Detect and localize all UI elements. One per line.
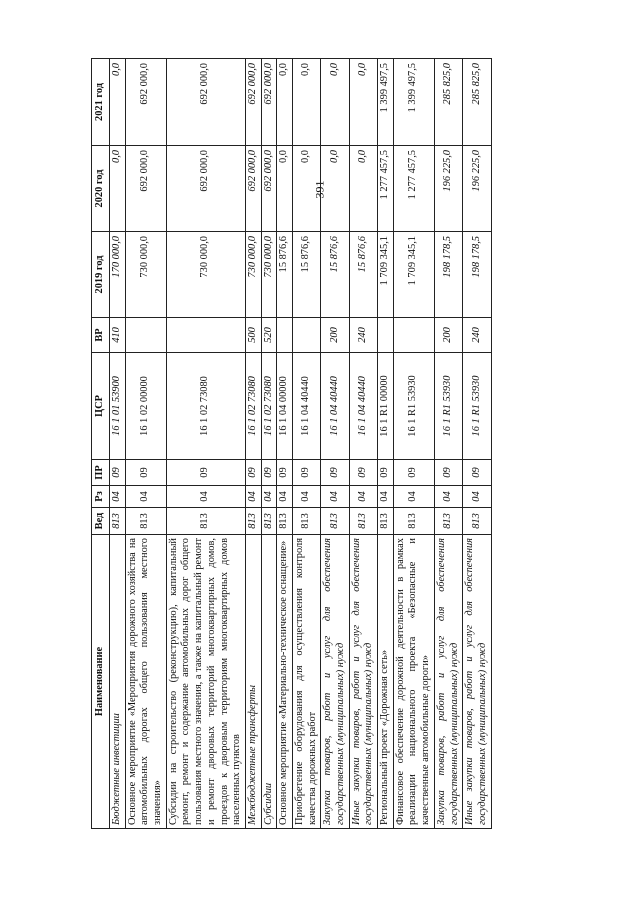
cell-pr: 09 xyxy=(245,460,261,486)
table-row xyxy=(245,59,261,829)
cell-2019: 730 000,0 xyxy=(245,232,261,318)
cell-name: Финансовое обеспечение дорожной деятельности в рамках реализации национального проекта «Безопасные и качественные автомобильные дороги» xyxy=(393,535,434,829)
cell-csr: 16 1 02 00000 xyxy=(125,353,166,460)
cell-ved: 813 xyxy=(277,508,293,535)
cell-2020: 692 000,0 xyxy=(261,146,277,232)
cell-pr: 09 xyxy=(125,460,166,486)
table-row xyxy=(349,59,377,829)
cell-pr: 09 xyxy=(166,460,245,486)
table-row xyxy=(261,59,277,829)
cell-vr: 240 xyxy=(349,318,377,353)
cell-csr: 16 1 R1 00000 xyxy=(378,353,394,460)
cell-rz: 04 xyxy=(292,486,320,508)
cell-2021: 692 000,0 xyxy=(245,59,261,146)
cell-pr: 09 xyxy=(110,460,126,486)
cell-vr xyxy=(393,318,434,353)
cell-rz: 04 xyxy=(349,486,377,508)
cell-2021: 0,0 xyxy=(321,59,349,146)
cell-2021: 0,0 xyxy=(292,59,320,146)
cell-ved: 813 xyxy=(110,508,126,535)
cell-csr: 16 1 01 53900 xyxy=(110,353,126,460)
cell-csr: 16 1 R1 53930 xyxy=(393,353,434,460)
cell-csr: 16 1 R1 53930 xyxy=(463,353,491,460)
cell-2020: 0,0 xyxy=(292,146,320,232)
cell-pr: 09 xyxy=(292,460,320,486)
cell-pr: 09 xyxy=(321,460,349,486)
cell-vr: 240 xyxy=(463,318,491,353)
cell-2019: 15 876,6 xyxy=(321,232,349,318)
cell-rz: 04 xyxy=(434,486,462,508)
cell-2019: 170 000,0 xyxy=(110,232,126,318)
cell-2019: 730 000,0 xyxy=(125,232,166,318)
cell-pr: 09 xyxy=(277,460,293,486)
cell-pr: 09 xyxy=(349,460,377,486)
table-row xyxy=(378,59,394,829)
cell-ved: 813 xyxy=(321,508,349,535)
cell-vr: 200 xyxy=(321,318,349,353)
cell-2019: 1 709 345,1 xyxy=(393,232,434,318)
cell-rz: 04 xyxy=(393,486,434,508)
cell-rz: 04 xyxy=(378,486,394,508)
cell-name: Закупка товаров, работ и услуг для обеспечения государственных (муниципальных) нужд xyxy=(321,535,349,829)
cell-2020: 1 277 457,5 xyxy=(378,146,394,232)
cell-name: Субсидии xyxy=(261,535,277,829)
cell-2020: 692 000,0 xyxy=(125,146,166,232)
rotated-table-wrapper xyxy=(91,59,531,829)
budget-table xyxy=(91,58,492,829)
cell-name: Закупка товаров, работ и услуг для обеспечения государственных (муниципальных) нужд xyxy=(434,535,462,829)
cell-vr xyxy=(277,318,293,353)
cell-name: Субсидии на строительство (реконструкцию), капитальный ремонт, ремонт и содержание автомобильных дорог общего пользования местного значения, а также на капитальный ремонт и ремонт дворовых территорий многоквартирных домов, проездов к дворовым территориям многоквартирных домов населенных пунктов xyxy=(166,535,245,829)
cell-2020: 692 000,0 xyxy=(245,146,261,232)
cell-vr: 200 xyxy=(434,318,462,353)
header-vr: ВР xyxy=(92,318,110,353)
cell-csr: 16 1 04 40440 xyxy=(292,353,320,460)
cell-name: Иные закупки товаров, работ и услуг для обеспечения государственных (муниципальных) нужд xyxy=(349,535,377,829)
cell-2020: 1 277 457,5 xyxy=(393,146,434,232)
cell-ved: 813 xyxy=(166,508,245,535)
cell-csr: 16 1 02 73080 xyxy=(245,353,261,460)
table-header-row xyxy=(92,59,110,829)
header-csr: ЦСР xyxy=(92,353,110,460)
cell-rz: 04 xyxy=(245,486,261,508)
header-name: Наименование xyxy=(92,535,110,829)
cell-2019: 730 000,0 xyxy=(166,232,245,318)
cell-ved: 813 xyxy=(245,508,261,535)
cell-ved: 813 xyxy=(349,508,377,535)
cell-name: Региональный проект «Дорожная сеть» xyxy=(378,535,394,829)
cell-2020: 196 225,0 xyxy=(463,146,491,232)
table-row xyxy=(166,59,245,829)
cell-name: Иные закупки товаров, работ и услуг для обеспечения государственных (муниципальных) нужд xyxy=(463,535,491,829)
cell-rz: 04 xyxy=(261,486,277,508)
cell-ved: 813 xyxy=(463,508,491,535)
cell-csr: 16 1 R1 53930 xyxy=(434,353,462,460)
cell-csr: 16 1 02 73080 xyxy=(261,353,277,460)
cell-rz: 04 xyxy=(463,486,491,508)
cell-pr: 09 xyxy=(434,460,462,486)
cell-ved: 813 xyxy=(292,508,320,535)
cell-2020: 0,0 xyxy=(321,146,349,232)
table-row xyxy=(393,59,434,829)
cell-vr: 500 xyxy=(245,318,261,353)
cell-2019: 15 876,6 xyxy=(277,232,293,318)
cell-csr: 16 1 04 40440 xyxy=(321,353,349,460)
cell-csr: 16 1 04 00000 xyxy=(277,353,293,460)
header-2020: 2020 год xyxy=(92,146,110,232)
cell-vr xyxy=(166,318,245,353)
cell-rz: 04 xyxy=(321,486,349,508)
cell-vr xyxy=(125,318,166,353)
cell-2021: 285 825,0 xyxy=(434,59,462,146)
cell-2021: 0,0 xyxy=(277,59,293,146)
cell-ved: 813 xyxy=(393,508,434,535)
cell-rz: 04 xyxy=(110,486,126,508)
table-row xyxy=(110,59,126,829)
cell-pr: 09 xyxy=(261,460,277,486)
cell-vr: 410 xyxy=(110,318,126,353)
cell-vr xyxy=(292,318,320,353)
cell-2021: 692 000,0 xyxy=(166,59,245,146)
cell-rz: 04 xyxy=(277,486,293,508)
table-row xyxy=(292,59,320,829)
page-number: 391 xyxy=(312,180,327,199)
header-2019: 2019 год xyxy=(92,232,110,318)
cell-ved: 813 xyxy=(261,508,277,535)
table-row xyxy=(463,59,491,829)
cell-ved: 813 xyxy=(378,508,394,535)
cell-vr: 520 xyxy=(261,318,277,353)
cell-2020: 0,0 xyxy=(110,146,126,232)
header-ved: Вед xyxy=(92,508,110,535)
cell-2020: 0,0 xyxy=(277,146,293,232)
cell-csr: 16 1 02 73080 xyxy=(166,353,245,460)
cell-2021: 692 000,0 xyxy=(261,59,277,146)
cell-2021: 285 825,0 xyxy=(463,59,491,146)
cell-rz: 04 xyxy=(125,486,166,508)
cell-name: Бюджетные инвестиции xyxy=(110,535,126,829)
cell-2019: 730 000,0 xyxy=(261,232,277,318)
cell-pr: 09 xyxy=(393,460,434,486)
cell-2020: 196 225,0 xyxy=(434,146,462,232)
table-row xyxy=(434,59,462,829)
cell-2021: 692 000,0 xyxy=(125,59,166,146)
cell-pr: 09 xyxy=(378,460,394,486)
cell-2021: 1 399 497,5 xyxy=(378,59,394,146)
cell-2019: 15 876,6 xyxy=(292,232,320,318)
table-row xyxy=(125,59,166,829)
cell-2020: 692 000,0 xyxy=(166,146,245,232)
cell-vr xyxy=(378,318,394,353)
cell-csr: 16 1 04 40440 xyxy=(349,353,377,460)
header-pr: ПР xyxy=(92,460,110,486)
cell-ved: 813 xyxy=(125,508,166,535)
cell-name: Межбюджетные трансферты xyxy=(245,535,261,829)
cell-pr: 09 xyxy=(463,460,491,486)
header-2021: 2021 год xyxy=(92,59,110,146)
cell-2021: 1 399 497,5 xyxy=(393,59,434,146)
table-row xyxy=(277,59,293,829)
cell-rz: 04 xyxy=(166,486,245,508)
cell-2021: 0,0 xyxy=(110,59,126,146)
header-rz: Рз xyxy=(92,486,110,508)
cell-2020: 0,0 xyxy=(349,146,377,232)
cell-name: Приобретение оборудования для осуществления контроля качества дорожных работ xyxy=(292,535,320,829)
cell-2019: 15 876,6 xyxy=(349,232,377,318)
cell-ved: 813 xyxy=(434,508,462,535)
table-row xyxy=(321,59,349,829)
cell-2021: 0,0 xyxy=(349,59,377,146)
cell-name: Основное мероприятие «Материально-техническое оснащение» xyxy=(277,535,293,829)
cell-2019: 198 178,5 xyxy=(463,232,491,318)
cell-name: Основное мероприятие «Мероприятия дорожного хозяйства на автомобильных дорогах общего пользования местного значения» xyxy=(125,535,166,829)
cell-2019: 198 178,5 xyxy=(434,232,462,318)
cell-2019: 1 709 345,1 xyxy=(378,232,394,318)
